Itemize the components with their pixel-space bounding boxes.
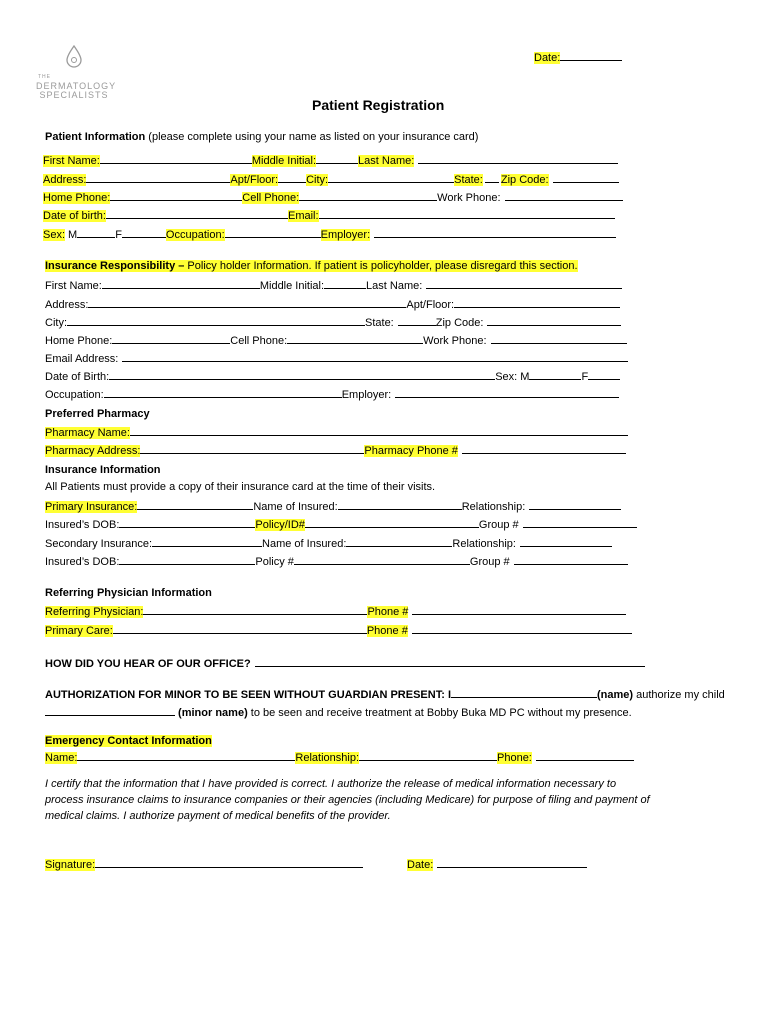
work-phone-field[interactable] bbox=[505, 189, 623, 201]
ins-work-phone-field[interactable] bbox=[491, 332, 627, 344]
primary-care-field[interactable] bbox=[113, 622, 367, 634]
hear-field[interactable] bbox=[255, 655, 645, 667]
last-name-field[interactable] bbox=[418, 152, 618, 164]
zip-field[interactable] bbox=[553, 171, 619, 183]
primary-insurance-field[interactable] bbox=[137, 498, 253, 510]
signature-date-row: Date: bbox=[407, 856, 587, 872]
patient-row-dob: Date of birth: Email: bbox=[43, 207, 615, 223]
authorization-row2: (minor name) to be seen and receive treatment at Bobby Buka MD PC without my presence. bbox=[45, 704, 632, 720]
ins-primary-dob-row: Insured’s DOB: Policy/ID# Group # bbox=[45, 516, 637, 532]
minor-name-field[interactable] bbox=[45, 704, 175, 716]
cell-phone-field[interactable] bbox=[299, 189, 437, 201]
ins-apt-field[interactable] bbox=[454, 296, 620, 308]
city-field[interactable] bbox=[328, 171, 454, 183]
pharmacy-heading: Preferred Pharmacy bbox=[45, 408, 150, 420]
signature-date-field[interactable] bbox=[437, 856, 587, 868]
patient-row-name: First Name: Middle Initial: Last Name: bbox=[43, 152, 618, 168]
logo bbox=[36, 44, 117, 100]
primary-relationship-field[interactable] bbox=[529, 498, 621, 510]
referring-heading: Referring Physician Information bbox=[45, 587, 212, 599]
emergency-relationship-field[interactable] bbox=[359, 749, 497, 761]
employer-field[interactable] bbox=[374, 226, 616, 238]
ins-sex-f-field[interactable] bbox=[588, 368, 620, 380]
pharmacy-row-address: Pharmacy Address: Pharmacy Phone # bbox=[45, 442, 626, 458]
pharmacy-name-field[interactable] bbox=[130, 424, 628, 436]
insurance-resp-heading: Insurance Responsibility – Policy holder Information. If patient is policyholder, please disregard this section. bbox=[45, 260, 578, 272]
emergency-heading: Emergency Contact Information bbox=[45, 735, 212, 747]
ins-city-field[interactable] bbox=[67, 314, 365, 326]
primary-group-field[interactable] bbox=[523, 516, 637, 528]
sex-m-field[interactable] bbox=[77, 226, 115, 238]
ins-primary-row: Primary Insurance: Name of Insured: Relationship: bbox=[45, 498, 621, 514]
header-date bbox=[534, 49, 622, 65]
primary-policy-field[interactable] bbox=[305, 516, 479, 528]
insurance-note: All Patients must provide a copy of their insurance card at the time of their visits. bbox=[45, 481, 436, 493]
ins-row-dob: Date of Birth: Sex: M F bbox=[45, 368, 620, 384]
insurance-heading: Insurance Information bbox=[45, 464, 161, 476]
emergency-row: Name: Relationship: Phone: bbox=[45, 749, 634, 765]
patient-row-phone: Home Phone: Cell Phone: Work Phone: bbox=[43, 189, 623, 205]
referring-physician-field[interactable] bbox=[143, 603, 367, 615]
ins-address-field[interactable] bbox=[88, 296, 406, 308]
certification-text: I certify that the information that I have provided is correct. I authorize the release of medical information necessary to process insurance claims to insurance companies or their agencies (including Medicare) for purpose of filing and payment of medical claims. I authorize payment of medical benefits of the provider. bbox=[45, 778, 650, 822]
ins-sex-m-field[interactable] bbox=[529, 368, 581, 380]
logo-line2: SPECIALISTS bbox=[39, 90, 109, 100]
middle-initial-field[interactable] bbox=[316, 152, 358, 164]
ins-first-name-field[interactable] bbox=[102, 277, 260, 289]
logo-line1: DERMATOLOGY bbox=[36, 81, 117, 91]
ins-employer-field[interactable] bbox=[395, 386, 619, 398]
ins-secondary-row: Secondary Insurance: Name of Insured: Relationship: bbox=[45, 535, 612, 551]
patient-row-address: Address: Apt/Floor: City: State: Zip Code: bbox=[43, 171, 619, 187]
logo-small: THE bbox=[38, 74, 51, 80]
signature-row: Signature: bbox=[45, 856, 363, 872]
primary-care-phone-field[interactable] bbox=[412, 622, 632, 634]
primary-insured-name-field[interactable] bbox=[338, 498, 462, 510]
ins-home-phone-field[interactable] bbox=[112, 332, 230, 344]
ins-email-field[interactable] bbox=[122, 350, 628, 362]
signature-field[interactable] bbox=[95, 856, 363, 868]
ins-row-name: First Name: Middle Initial: Last Name: bbox=[45, 277, 622, 293]
emergency-phone-field[interactable] bbox=[536, 749, 634, 761]
secondary-dob-field[interactable] bbox=[119, 553, 255, 565]
patient-heading: Patient Information (please complete using your name as listed on your insurance card) bbox=[45, 131, 479, 143]
ins-row-address: Address: Apt/Floor: bbox=[45, 296, 620, 312]
ins-secondary-dob-row: Insured’s DOB: Policy # Group # bbox=[45, 553, 628, 569]
sex-f-field[interactable] bbox=[122, 226, 166, 238]
emergency-name-field[interactable] bbox=[77, 749, 295, 761]
secondary-policy-field[interactable] bbox=[294, 553, 470, 565]
secondary-insurance-field[interactable] bbox=[152, 535, 262, 547]
ins-row-occupation: Occupation: Employer: bbox=[45, 386, 619, 402]
ins-cell-phone-field[interactable] bbox=[287, 332, 423, 344]
occupation-field[interactable] bbox=[225, 226, 321, 238]
apt-field[interactable] bbox=[278, 171, 306, 183]
pharmacy-phone-field[interactable] bbox=[462, 442, 626, 454]
ins-last-name-field[interactable] bbox=[426, 277, 622, 289]
date-label: Date: bbox=[534, 52, 561, 64]
address-field[interactable] bbox=[86, 171, 230, 183]
secondary-insured-name-field[interactable] bbox=[346, 535, 452, 547]
referring-phone-field[interactable] bbox=[412, 603, 626, 615]
patient-row-sex: Sex: M F Occupation: Employer: bbox=[43, 226, 616, 242]
email-field[interactable] bbox=[319, 207, 615, 219]
hear-row: HOW DID YOU HEAR OF OUR OFFICE? bbox=[45, 655, 645, 671]
ins-row-email: Email Address: bbox=[45, 350, 628, 366]
ins-dob-field[interactable] bbox=[109, 368, 495, 380]
secondary-relationship-field[interactable] bbox=[520, 535, 612, 547]
home-phone-field[interactable] bbox=[110, 189, 242, 201]
pharmacy-address-field[interactable] bbox=[140, 442, 364, 454]
ins-state-field[interactable] bbox=[398, 314, 436, 326]
primary-care-row: Primary Care: Phone # bbox=[45, 622, 632, 638]
guardian-name-field[interactable] bbox=[451, 686, 597, 698]
authorization-row1: AUTHORIZATION FOR MINOR TO BE SEEN WITHOUT GUARDIAN PRESENT: I (name) authorize my child bbox=[45, 686, 725, 702]
dob-field[interactable] bbox=[106, 207, 288, 219]
state-field[interactable] bbox=[485, 171, 499, 183]
secondary-group-field[interactable] bbox=[514, 553, 628, 565]
ins-row-phone: Home Phone: Cell Phone: Work Phone: bbox=[45, 332, 627, 348]
ins-row-city: City: State: Zip Code: bbox=[45, 314, 621, 330]
date-field[interactable] bbox=[560, 49, 622, 61]
primary-dob-field[interactable] bbox=[119, 516, 255, 528]
first-name-field[interactable] bbox=[100, 152, 252, 164]
ins-occupation-field[interactable] bbox=[104, 386, 342, 398]
droplet-icon bbox=[36, 44, 112, 68]
pharmacy-row-name: Pharmacy Name: bbox=[45, 424, 628, 440]
ins-zip-field[interactable] bbox=[487, 314, 621, 326]
ins-middle-field[interactable] bbox=[324, 277, 366, 289]
page-title: Patient Registration bbox=[312, 97, 445, 113]
referring-row: Referring Physician: Phone # bbox=[45, 603, 626, 619]
